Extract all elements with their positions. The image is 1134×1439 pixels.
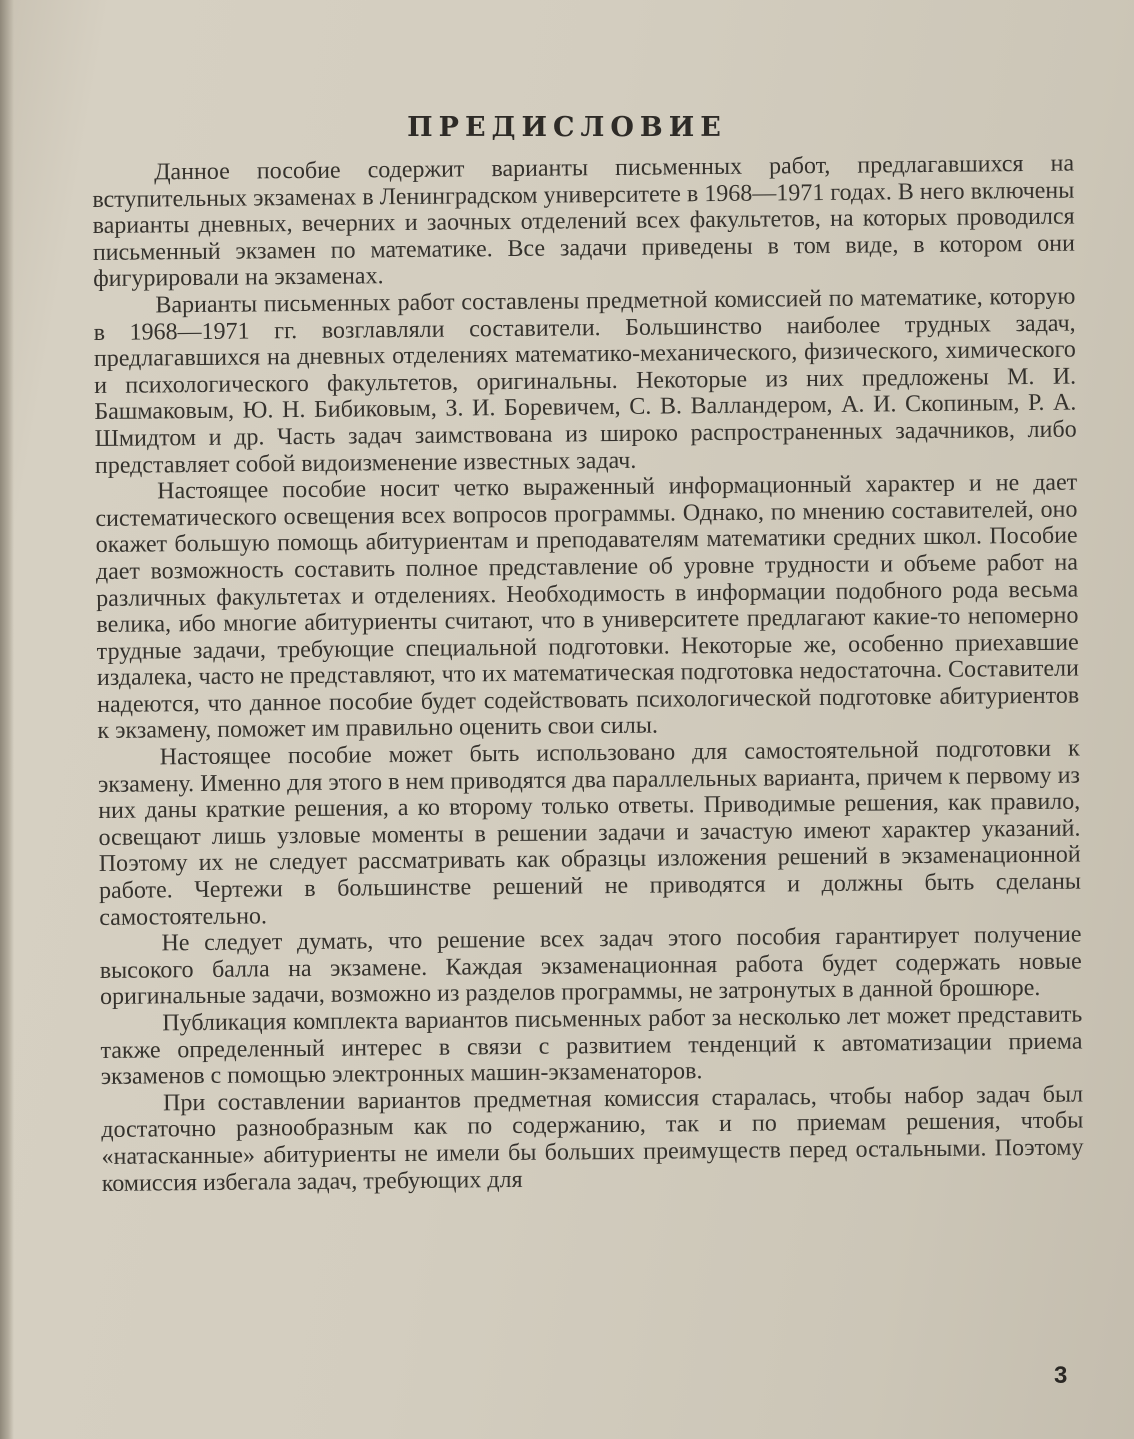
page-binding-edge [0,0,14,1439]
preface-body [92,151,1084,1198]
paragraph-5: Не следует думать, что решение всех задач этого пособия гарантирует получение высокого балла на экзамене. Каждая экзаменационная работа будет содержать новые оригинальные задачи, возможно из разделов программы, не затронутых в данной брошюре. [99,921,1082,1011]
paragraph-6: Публикация комплекта вариантов письменных работ за несколько лет может представить также определенный интерес в связи с развитием тенденций к автоматизации приема экзаменов с помощью электронных машин-экзаменаторов. [100,1001,1083,1091]
paragraph-3: Настоящее пособие носит четко выраженный информационный характер и не дает систематического освещения всех вопросов программы. Однако, по мнению составителей, оно окажет большую помощь абитуриентам и преподавателям математики средних школ. Пособие дает возможность составить полное представление об уровне трудности и объеме работ на различных факультетах и отделениях. Необходимость в информации подобного рода весьма велика, ибо многие абитуриенты считают, что в университете предлагают какие-то непомерно трудные задачи, требующие специальной подготовки. Некоторые же, особенно приехавшие издалека, часто не представляют, что их математическая подготовка недостаточна. Составители надеются, что данное пособие будет содействовать психологической подготовке абитуриентов к экзамену, поможет им правильно оценить свои силы. [95,469,1080,745]
paragraph-1: Данное пособие содержит варианты письменных работ, предлагавшихся на вступительных экзаменах в Ленинградском университете в 1968—1971 годах. В него включены варианты дневных, вечерних и заочных отделений всех факультетов, на которых проводился письменный экзамен по математике. Все задачи приведены в том виде, в котором они фигурировали на экзаменах. [92,150,1075,293]
paragraph-4: Настоящее пособие может быть использовано для самостоятельной подготовки к экзамену. Именно для этого в нем приводятся два параллельных варианта, причем к первому из них даны краткие решения, а ко второму только ответы. Приводимые решения, как правило, освещают лишь узловые моменты в решении задачи и зачастую имеют характер указаний. Поэтому их не следует рассматривать как образцы изложения решений в экзаменационной работе. Чертежи в большинстве решений не приводятся и должны быть сделаны самостоятельно. [97,735,1082,931]
page-title: ПРЕДИСЛОВИЕ [407,112,727,143]
paragraph-2: Варианты письменных работ составлены предметной комиссией по математике, которую в 1968—1971 гг. возглавляли составители. Большинство наиболее трудных задач, предлагавшихся на дневных отделениях математико-механического, физического, химического и психологического факультетов, оригинальны. Некоторые из них предложены М. И. Башмаковым, Ю. Н. Бибиковым, З. И. Боревичем, С. В. Валландером, А. И. Скопиным, Р. А. Шмидтом и др. Часть задач заимствована из широко распространенных задачников, либо представляет собой видоизменение известных задач. [93,283,1077,479]
paragraph-7: При составлении вариантов предметная комиссия старалась, чтобы набор задач был достаточно разнообразным как по содержанию, так и по приемам решения, чтобы «натасканные» абитуриенты не имели бы больших преимуществ перед остальными. Поэтому комиссия избегала задач, требующих для [101,1081,1084,1197]
page-number: 3 [1054,1362,1068,1389]
